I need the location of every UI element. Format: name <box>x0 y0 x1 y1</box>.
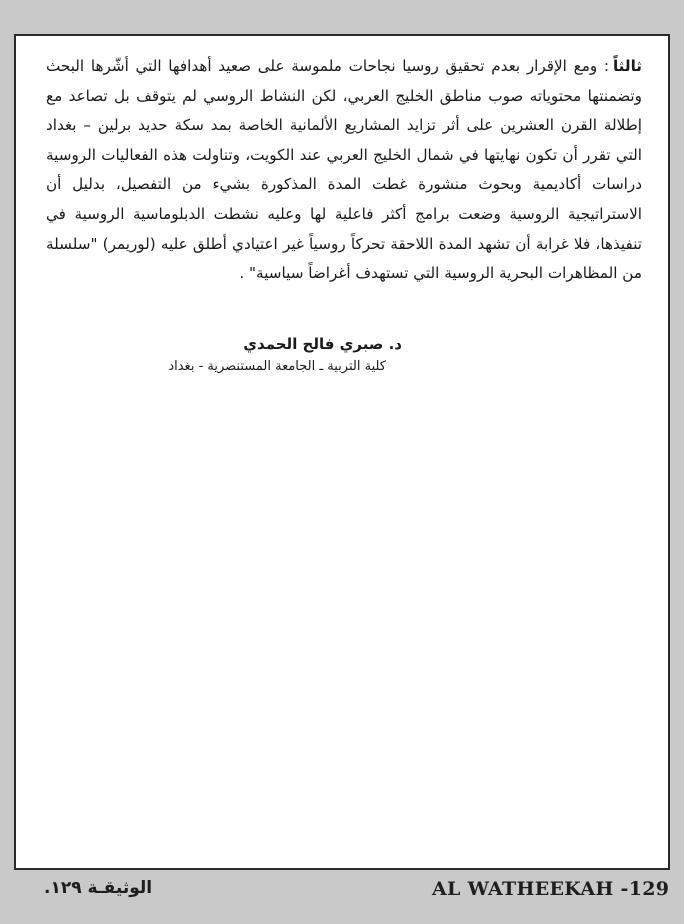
article-paragraph <box>46 52 642 289</box>
page-footer <box>0 872 684 912</box>
author-name: د. صبري فالح الحمدي <box>243 335 402 353</box>
article-body <box>46 52 642 289</box>
paragraph-lead-word: ثالثاً <box>612 57 642 75</box>
paragraph-text: : ومع الإقرار بعدم تحقيق روسيا نجاحات ملموسة على صعيد أهدافها التي أشّرها البحث وتضمنتها محتوياته صوب مناطق الخليج العربي، لكن النشاط الروسي لم يتوقف بل تصاعد مع إطلالة القرن العشرين على أثر تزايد المشاريع الألمانية الخاصة بمد سكة حديد برلين – بغداد التي تقرر أن تكون نهايتها في شمال الخليج العربي عند الكويت، وتناولت هذه الفعاليات الروسية دراسات أكاديمية وبحوث منشورة غطت المدة المذكورة بشيء من التفصيل، بدليل أن الاستراتيجية الروسية وضعت برامج أكثر فاعلية لها وعليه نشطت الدبلوماسية الروسية في تنفيذها، فلا غرابة أن تشهد المدة اللاحقة تحركاً روسياً غير اعتيادي أطلق عليه (لوريمر) "سلسلة من المظاهرات البحرية الروسية التي تستهدف أغراضاً سياسية" . <box>46 57 642 283</box>
footer-journal-title: AL WATHEEKAH -129 <box>432 878 670 900</box>
author-signature <box>168 332 408 378</box>
author-affiliation: كلية التربية ـ الجامعة المستنصرية - بغداد <box>168 359 386 374</box>
text-frame <box>14 34 670 870</box>
footer-journal-arabic: الوثيقـة ١٢٩. <box>44 878 153 898</box>
